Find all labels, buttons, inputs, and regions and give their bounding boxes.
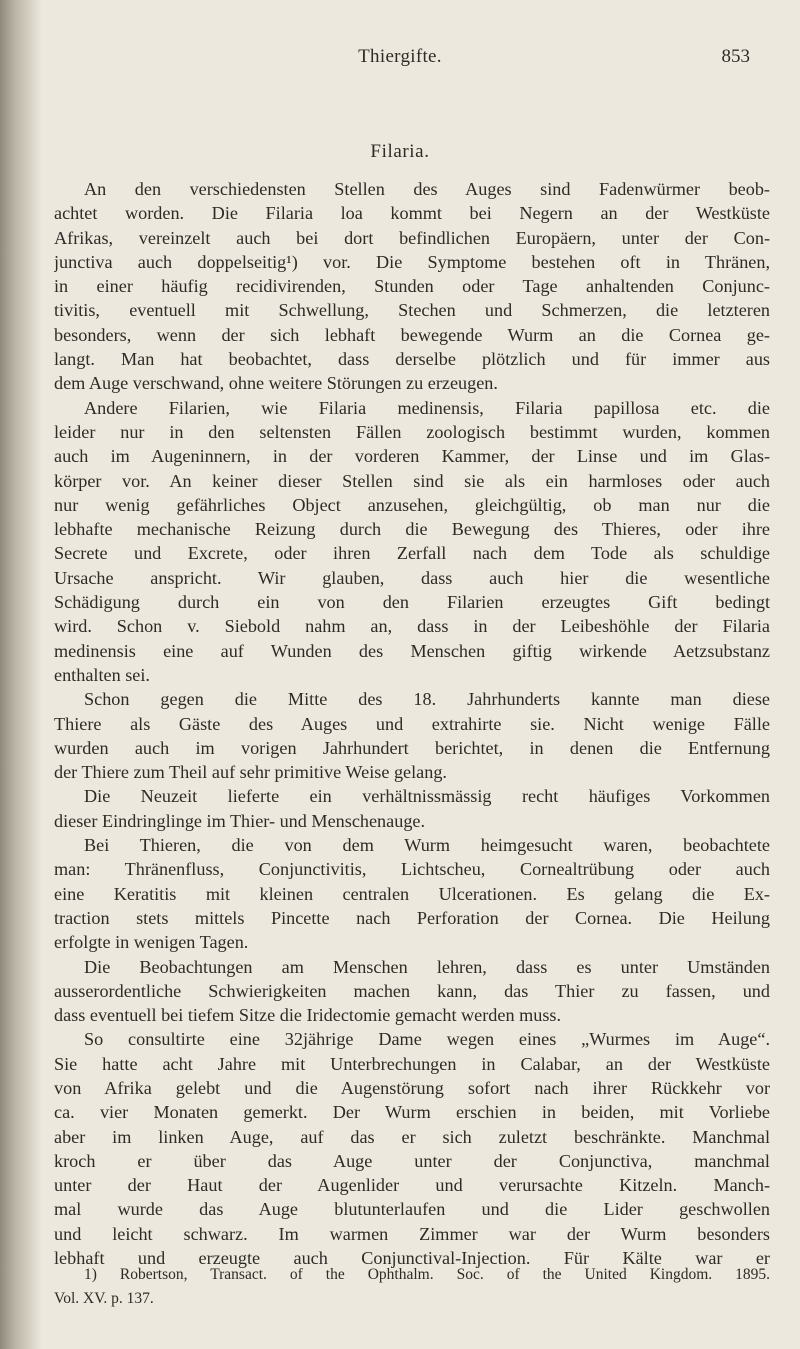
text-line: dass eventuell bei tiefem Sitze die Iridectomie gemacht werden muss. (54, 1005, 562, 1026)
text-line: An den verschiedensten Stellen des Auges sind Fadenwürmer beob- (84, 179, 770, 199)
text-line: von Afrika gelebt und die Augenstörung sofort nach ihrer Rückkehr vor (54, 1077, 770, 1098)
text-line: langt. Man hat beobachtet, dass derselbe plötzlich und für immer aus (54, 349, 770, 370)
text-line: lebhafte mechanische Reizung durch die Bewegung des Thieres, oder ihre (54, 519, 770, 540)
text-line: ausserordentliche Schwierigkeiten machen kann, das Thier zu fassen, und (54, 980, 770, 1001)
text-line: man: Thränenfluss, Conjunctivitis, Lichtscheu, Cornealtrübung oder auch (54, 859, 770, 880)
text-line: Schädigung durch ein von den Filarien erzeugtes Gift bedingt (54, 592, 770, 613)
footnote-line: 1) Robertson, Transact. of the Ophthalm. Soc. of the United Kingdom. 1895. (84, 1266, 770, 1283)
text-line: Schon gegen die Mitte des 18. Jahrhunderts kannte man diese (84, 689, 770, 710)
text-line: kroch er über das Auge unter der Conjunctiva, manchmal (54, 1150, 770, 1171)
text-line: erfolgte in wenigen Tagen. (54, 932, 249, 953)
text-line: tivitis, eventuell mit Schwellung, Stechen und Schmerzen, die letzteren (54, 300, 770, 321)
text-line: Afrikas, vereinzelt auch bei dort befindlichen Europäern, unter der Con- (54, 227, 770, 248)
text-line: medinensis eine auf Wunden des Menschen giftig wirkende Aetzsubstanz (54, 640, 770, 661)
text-line: dieser Eindringlinge im Thier- und Menschenauge. (54, 810, 426, 831)
page-number: 853 (721, 46, 750, 67)
text-line: wurden auch im vorigen Jahrhundert berichtet, in denen die Entfernung (54, 737, 770, 758)
text-line: in einer häufig recidivirenden, Stunden oder Tage anhaltenden Conjunc- (54, 276, 770, 297)
text-line: Sie hatte acht Jahre mit Unterbrechungen in Calabar, an der Westküste (54, 1053, 770, 1074)
text-line: besonders, wenn der sich lebhaft bewegende Wurm an die Cornea ge- (54, 324, 770, 345)
text-line: So consultirte eine 32jährige Dame wegen eines „Wurmes im Auge“. (84, 1029, 770, 1050)
text-line: aber im linken Auge, auf das er sich zuletzt beschränkte. Manchmal (54, 1126, 770, 1147)
text-line: Thiere als Gäste des Auges und extrahirte sie. Nicht wenige Fälle (54, 713, 770, 734)
body-text (54, 177, 770, 1270)
text-line: Ursache anspricht. Wir glauben, dass auch hier die wesentliche (54, 567, 770, 588)
text-line: unter der Haut der Augenlider und verursachte Kitzeln. Manch- (54, 1175, 770, 1196)
text-line: Secrete und Excrete, oder ihren Zerfall nach dem Tode als schuldige (54, 543, 770, 564)
text-line: junctiva auch doppelseitig¹) vor. Die Symptome bestehen oft in Thränen, (54, 251, 770, 272)
text-line: der Thiere zum Theil auf sehr primitive Weise gelang. (54, 762, 447, 783)
text-line: Die Beobachtungen am Menschen lehren, dass es unter Umständen (84, 956, 770, 977)
text-line: eine Keratitis mit kleinen centralen Ulcerationen. Es gelang die Ex- (54, 883, 770, 904)
text-line: mal wurde das Auge blutunterlaufen und die Lider geschwollen (54, 1199, 770, 1220)
text-line: ca. vier Monaten gemerkt. Der Wurm erschien in beiden, mit Vorliebe (54, 1102, 770, 1123)
text-line: traction stets mittels Pincette nach Perforation der Cornea. Die Heilung (54, 907, 770, 928)
text-line: achtet worden. Die Filaria loa kommt bei Negern an der Westküste (54, 203, 770, 224)
running-title: Thiergifte. (358, 46, 442, 67)
section-heading: Filaria. (370, 141, 430, 162)
text-line: und leicht schwarz. Im warmen Zimmer war der Wurm besonders (54, 1223, 770, 1244)
text-line: körper vor. An keiner dieser Stellen sind sie als ein harmloses oder auch (54, 470, 770, 491)
footnote (54, 1264, 770, 1313)
footnote-line: Vol. XV. p. 137. (54, 1290, 154, 1308)
text-line: Bei Thieren, die von dem Wurm heimgesucht waren, beobachtete (84, 835, 770, 856)
text-line: Andere Filarien, wie Filaria medinensis, Filaria papillosa etc. die (84, 397, 770, 418)
text-line: nur wenig gefährliches Object anzusehen, gleichgültig, ob man nur die (54, 494, 770, 515)
text-line: auch im Augeninnern, in der vorderen Kammer, der Linse und im Glas- (54, 446, 770, 467)
text-line: wird. Schon v. Siebold nahm an, dass in der Leibeshöhle der Filaria (54, 616, 770, 637)
text-line: Die Neuzeit lieferte ein verhältnissmässig recht häufiges Vorkommen (84, 786, 770, 807)
text-line: leider nur in den seltensten Fällen zoologisch bestimmt wurden, kommen (54, 421, 770, 442)
text-line: enthalten sei. (54, 664, 150, 685)
text-line: dem Auge verschwand, ohne weitere Störungen zu erzeugen. (54, 373, 498, 394)
text-line: lebhaft und erzeugte auch Conjunctival-Injection. Für Kälte war er (54, 1248, 770, 1269)
